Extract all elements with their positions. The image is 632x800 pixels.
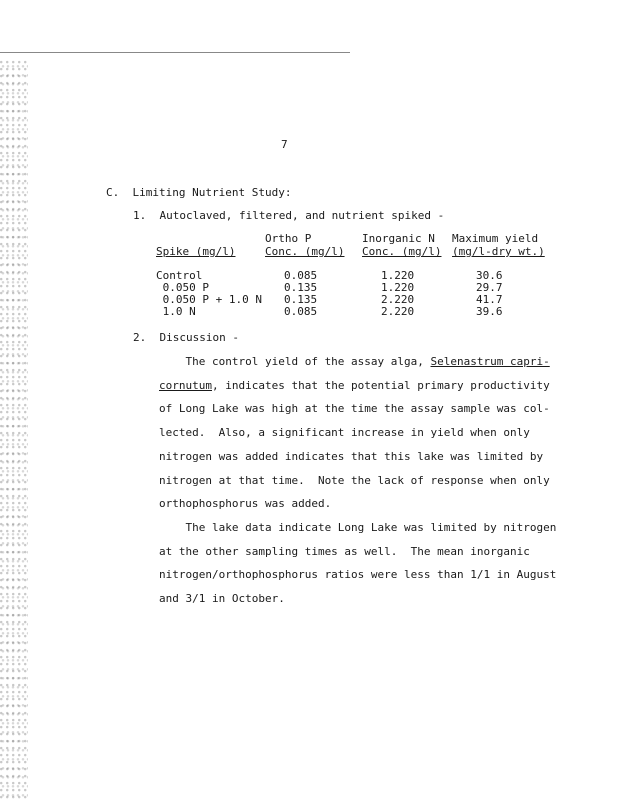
table-cell-spike: 1.0 N [156,305,196,318]
paragraph-line: cornutum, indicates that the potential primary productivity [159,378,550,392]
page-number: 7 [281,138,288,151]
item-2-number: 2. [133,331,147,344]
item-1 [133,209,444,222]
paragraph-line: and 3/1 in October. [159,592,285,606]
paragraph-line: of Long Lake was high at the time the assay sample was col- [159,402,550,416]
item-1-number: 1. [133,209,147,222]
table-cell-spike: Control [156,269,203,282]
table-header-spike: Spike (mg/l) [156,245,236,258]
scan-top-line [0,52,350,53]
scan-edge-noise [0,60,28,800]
table-header-inorganic-n: Inorganic N Conc. (mg/l) [362,232,442,258]
table-cell-yield: 39.6 [476,305,503,318]
paragraph-line: orthophosphorus was added. [159,497,332,511]
item-1-text: Autoclaved, filtered, and nutrient spiked - [159,209,445,222]
paragraph-line: nitrogen at that time. Note the lack of response when only [159,473,550,487]
paragraph-line: nitrogen was added indicates that this lake was limited by [159,449,544,463]
paragraph-line: lected. Also, a significant increase in yield when only [159,426,530,440]
table-cell-yield: 41.7 [476,293,503,306]
table-cell-ortho-p: 0.135 [284,281,318,294]
paragraph-line: nitrogen/orthophosphorus ratios were less than 1/1 in August [159,568,557,582]
table-cell-inorganic-n: 1.220 [381,281,415,294]
table-cell-inorganic-n: 2.220 [381,305,415,318]
table-cell-yield: 30.6 [476,269,503,282]
table-cell-inorganic-n: 2.220 [381,293,415,306]
table-cell-spike: 0.050 P [156,281,209,294]
table-cell-inorganic-n: 1.220 [381,269,415,282]
table-cell-spike: 0.050 P + 1.0 N [156,293,262,306]
table-header-max-yield: Maximum yield (mg/l-dry wt.) [452,232,545,258]
section-title: Limiting Nutrient Study: [132,186,292,199]
discussion-paragraph-2 [159,516,556,611]
discussion-paragraph-1: The control yield of the assay alga, Selenastrum capri- cornutum, indicates that the potential primary productivity of Long Lake was high at the time the assay sample was col- lected. Also, a significant increase in yield when only nitrogen was added indicates that this lake was limited by nitrogen at that time. Note the lack of response when only orthophosphorus was added. [159,350,550,516]
species-name: Selenastrum capri- [430,355,550,368]
paragraph-line: at the other sampling times as well. The mean inorganic [159,544,530,558]
table-cell-ortho-p: 0.085 [284,305,318,318]
table-cell-ortho-p: 0.135 [284,293,318,306]
item-2-text: Discussion - [159,331,239,344]
item-2 [133,331,239,344]
section-label: C. [106,186,120,199]
table-header-ortho-p: Ortho P Conc. (mg/l) [265,232,345,258]
table-cell-yield: 29.7 [476,281,503,294]
section-heading [106,186,291,199]
paragraph-line: The lake data indicate Long Lake was limited by nitrogen [159,521,557,534]
table-cell-ortho-p: 0.085 [284,269,318,282]
